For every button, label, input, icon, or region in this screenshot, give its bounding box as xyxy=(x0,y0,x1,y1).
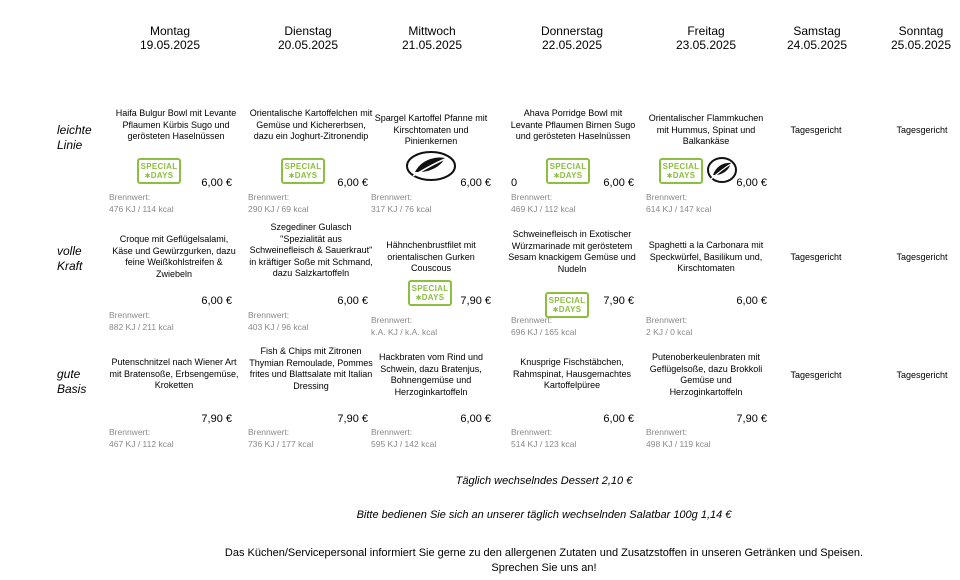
energy-info: Brennwert: 595 KJ / 142 kcal xyxy=(371,427,437,449)
dish-price: 6,00 € xyxy=(201,295,232,307)
energy-info: Brennwert: 696 KJ / 165 kcal xyxy=(511,315,577,337)
energy-info: Brennwert: 403 KJ / 96 kcal xyxy=(248,310,309,332)
day-name: Freitag xyxy=(687,24,725,38)
dish-price: 6,00 € xyxy=(736,295,767,307)
day-name: Sonntag xyxy=(898,24,944,38)
day-name: Samstag xyxy=(793,24,841,38)
dish-name: Putenoberkeulenbraten mit Geflügelsoße, dazu Brokkoli Gemüse und Herzoginkartoffeln xyxy=(649,352,763,397)
energy-info: Brennwert: 736 KJ / 177 kcal xyxy=(248,427,314,449)
energy-info: Brennwert: 467 KJ / 112 kcal xyxy=(109,427,174,449)
weekend-daily-dish: Tagesgericht xyxy=(790,252,842,262)
energy-info: Brennwert: 514 KJ / 123 kcal xyxy=(511,427,577,449)
dish-price: 6,00 € xyxy=(337,177,368,189)
energy-info: Brennwert: k.A. KJ / k.A. kcal xyxy=(371,315,438,337)
dish-price: 7,90 € xyxy=(460,295,491,307)
special-days-badge: SPECIAL ✱DAYS xyxy=(137,158,181,184)
weekend-daily-dish: Tagesgericht xyxy=(896,252,948,262)
energy-info: Brennwert: 2 KJ / 0 kcal xyxy=(646,315,693,337)
dish-price: 6,00 € xyxy=(460,413,491,425)
dish-price: 6,00 € xyxy=(201,177,232,189)
special-days-badge: SPECIAL ✱DAYS xyxy=(546,158,590,184)
dish-price: 6,00 € xyxy=(460,177,491,189)
weekend-daily-dish: Tagesgericht xyxy=(790,125,842,135)
energy-info: Brennwert: 614 KJ / 147 kcal xyxy=(646,192,712,214)
special-days-badge: SPECIAL ✱DAYS xyxy=(659,158,703,184)
extra-marker: 0 xyxy=(511,177,518,189)
energy-info: Brennwert: 498 KJ / 119 kcal xyxy=(646,427,711,449)
dish-name: Hackbraten vom Rind und Schwein, dazu Bratenjus, Bohnengemüse und Herzoginkartoffeln xyxy=(378,352,484,397)
day-header-monday xyxy=(100,24,240,52)
weekend-daily-dish: Tagesgericht xyxy=(790,370,842,380)
dish-price: 7,90 € xyxy=(736,413,767,425)
dish-name: Putenschnitzel nach Wiener Art mit Bratensoße, Erbsengemüse, Kroketten xyxy=(109,357,239,390)
dish-name: Haifa Bulgur Bowl mit Levante Pflaumen Kürbis Sugo und gerösteten Haselnüssen xyxy=(115,108,237,141)
dish-price: 7,90 € xyxy=(337,413,368,425)
energy-info: Brennwert: 290 KJ / 69 kcal xyxy=(248,192,309,214)
dish-name: Knusprige Fischstäbchen, Rahmspinat, Hausgemachtes Kartoffelpüree xyxy=(512,357,632,390)
dish-name: Schweinefleisch in Exotischer Würzmarinade mit geröstetem Sesam knackigem Gemüse und Nudeln xyxy=(508,229,636,274)
dish-name: Spargel Kartoffel Pfanne mit Kirschtomaten und Pinienkernen xyxy=(374,113,488,146)
day-header-thursday xyxy=(502,24,642,52)
day-header-tuesday xyxy=(238,24,378,52)
dish-price: 6,00 € xyxy=(337,295,368,307)
dish-name: Ahava Porridge Bowl mit Levante Pflaumen Birnen Sugo und gerösteten Haselnüssen xyxy=(510,108,636,141)
day-name: Mittwoch xyxy=(408,24,456,38)
special-days-badge: SPECIAL ✱DAYS xyxy=(545,292,589,318)
dish-name: Orientalischer Flammkuchen mit Hummus, Spinat und Balkankäse xyxy=(648,113,764,146)
dish-price: 6,00 € xyxy=(603,413,634,425)
allergen-note-contact: Sprechen Sie uns an! xyxy=(491,562,597,574)
dish-name: Croque mit Geflügelsalami, Käse und Gewürzgurken, dazu feine Weißkohlstreifen & Zwiebeln xyxy=(112,234,236,279)
day-name: Montag xyxy=(149,24,191,38)
dish-name: Fish & Chips mit Zitronen Thymian Remoulade, Pommes frites und Blattsalate mit Italian Dressing xyxy=(249,346,373,391)
dish-name: Szegediner Gulasch "Spezialität aus Schweinefleisch & Sauerkraut" in kräftiger Soße mit Schmand, dazu Salzkartoffeln xyxy=(249,222,373,278)
row-label-leichte-linie: leichte Linie xyxy=(57,123,92,152)
dish-price: 7,90 € xyxy=(603,295,634,307)
row-label-gute-basis: gute Basis xyxy=(57,367,87,396)
dish-name: Spaghetti a la Carbonara mit Speckwürfel, Basilikum und, Kirschtomaten xyxy=(648,240,764,273)
energy-info: Brennwert: 317 KJ / 76 kcal xyxy=(371,192,432,214)
dish-price: 7,90 € xyxy=(201,413,232,425)
salad-bar-note: Bitte bedienen Sie sich an unserer täglich wechselnden Salatbar 100g 1,14 € xyxy=(356,509,732,521)
dish-price: 6,00 € xyxy=(736,177,767,189)
dish-name: Hähnchenbrustfilet mit orientalischen Gurken Couscous xyxy=(386,240,476,273)
day-date: 24.05.2025 xyxy=(786,38,848,52)
dish-name: Orientalische Kartoffelchen mit Gemüse und Kichererbsen, dazu ein Joghurt-Zitronendip xyxy=(249,108,373,141)
day-date: 22.05.2025 xyxy=(541,38,603,52)
day-header-sunday xyxy=(851,24,960,52)
weekend-daily-dish: Tagesgericht xyxy=(896,370,948,380)
day-date: 21.05.2025 xyxy=(401,38,463,52)
day-name: Donnerstag xyxy=(540,24,604,38)
day-name: Dienstag xyxy=(284,24,332,38)
energy-info: Brennwert: 476 KJ / 114 kcal xyxy=(109,192,174,214)
weekend-daily-dish: Tagesgericht xyxy=(896,125,948,135)
allergen-note: Das Küchen/Servicepersonal informiert Sie gerne zu den allergenen Zutaten und Zusatzstoffen in unseren Getränken und Speisen. xyxy=(224,547,864,559)
dish-price: 6,00 € xyxy=(603,177,634,189)
day-header-wednesday xyxy=(362,24,502,52)
dessert-note: Täglich wechselndes Dessert 2,10 € xyxy=(455,475,633,487)
special-days-badge: SPECIAL ✱DAYS xyxy=(408,280,452,306)
day-date: 20.05.2025 xyxy=(277,38,339,52)
energy-info: Brennwert: 469 KJ / 112 kcal xyxy=(511,192,576,214)
row-label-volle-kraft: volle Kraft xyxy=(57,244,83,273)
energy-info: Brennwert: 882 KJ / 211 kcal xyxy=(109,310,174,332)
day-date: 25.05.2025 xyxy=(890,38,952,52)
day-date: 23.05.2025 xyxy=(675,38,737,52)
day-date: 19.05.2025 xyxy=(139,38,201,52)
special-days-badge: SPECIAL ✱DAYS xyxy=(281,158,325,184)
